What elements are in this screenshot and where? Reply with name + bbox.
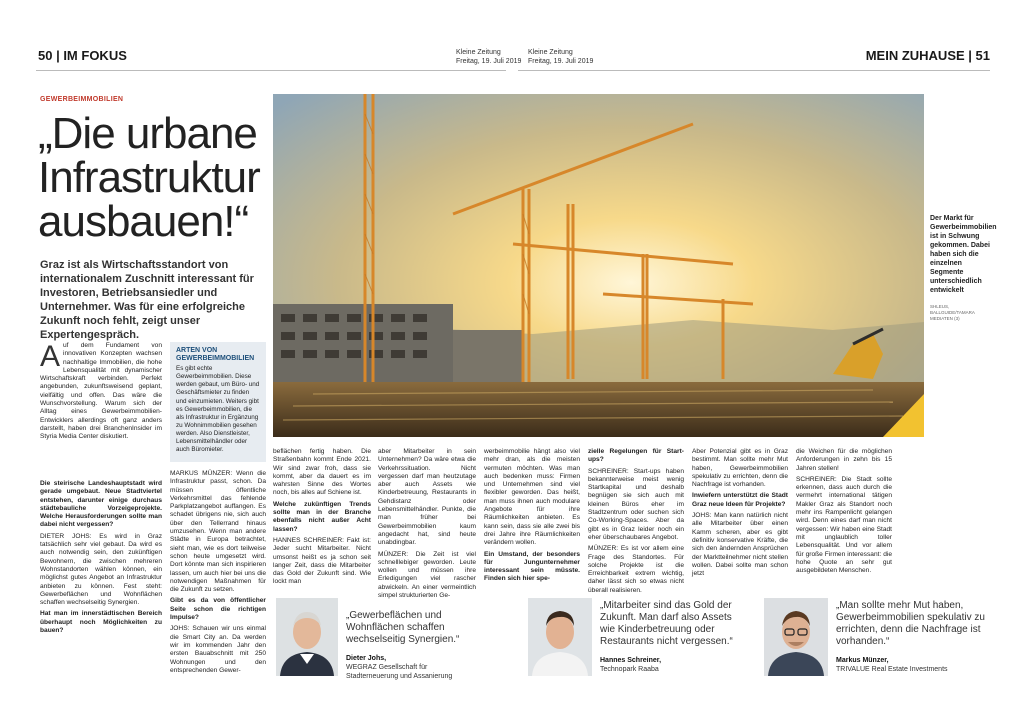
answer-text: JOHS: Man kann natürlich nicht alle Mitarbeiter über einen Kamm scheren, aber es gibt definitiv konservative Kräfte, die sich den ändernden Ansprüchen der Marktteilnehmer nicht stellen wollen. Dabei sollte man schon jetzt [692, 512, 788, 578]
page-number-left: 50 | IM FOKUS [38, 48, 127, 63]
answer-text: aber Mitarbeiter in sein Unternehmen? Da wäre etwa die Verkehrssituation. Nicht vergessen darf man heutzutage aber auch Assets wie Kinderbetreuung, Restaurants in Gehdistanz oder Lebensmittelhändler. Punkte, die man früher bei Gewerbeimmobilien kaum angedacht hat, sind heute unabdingbar. [378, 448, 476, 547]
article-column-1 [40, 342, 162, 468]
section-kicker: GEWERBEIMMOBILIEN [40, 96, 124, 103]
quote-author-role: TRIVALUE Real Estate Investments [836, 666, 948, 673]
page-number-right: MEIN ZUHAUSE | 51 [865, 48, 990, 63]
article-column-9 [796, 448, 892, 578]
article-column-4 [273, 448, 371, 586]
quote-text: „Gewerbeflächen und Wohnflächen schaffen wechselseitig Synergien.“ [346, 610, 460, 645]
article-column-3 [170, 470, 266, 695]
article-column-8 [692, 448, 788, 578]
article-column-2 [40, 480, 162, 700]
pull-quote-2 [600, 600, 740, 674]
question-text: Hat man im innerstädtischen Bereich überhaupt noch Möglichkeiten zu bauen? [40, 610, 162, 635]
question-text: Gibt es da von öffentlicher Seite schon die richtigen Impulse? [170, 597, 266, 622]
quote-author-name: Hannes Schreiner, [600, 657, 662, 664]
header-rule-right [518, 70, 990, 71]
answer-text: die Weichen für die möglichen Anforderungen in zehn bis 15 Jahren stellen! [796, 448, 892, 472]
answer-text: JOHS: Schauen wir uns einmal die Smart City an. Da werden wir im kommenden Jahr den ersten Bauabschnitt mit 250 Wohnungen und den entsprechenden Gewer- [170, 625, 266, 674]
answer-text: SCHREINER: Die Stadt sollte erkennen, dass auch durch die vermehrt international tätigen Makler Graz als Standort noch mehr ins Rampenlicht gelangen wird. Denn eines darf man nicht vergessen: Wir haben eine Stadt mit unglaublich toller Lebensqualität. Und vor allem für große Firmen interessant: die hohe Quote an sehr gut ausgebildeten Menschen. [796, 475, 892, 575]
answer-text: MÜNZER: Die Zeit ist viel schnelllebiger geworden. Leute wollen und müssen ihre Erledigungen viel rascher abwickeln. An einer vermeintlich simpel strukturierten Ge- [378, 550, 476, 600]
paper-info-left [456, 48, 521, 66]
article-column-7 [588, 448, 684, 594]
article-headline: „Die urbane Infrastruktur ausbauen!“ [38, 109, 260, 246]
paper-name-right: Kleine Zeitung [528, 49, 573, 56]
answer-text: werbeimmobilie hängt also viel mehr dran, als die meisten vermuten möchten. Was man auch bedenken muss: Firmen und Unternehmen sind viel flexibler geworden. Das heißt, man muss ihnen auch modulare Angebote für ihre Räumlichkeiten anbieten. Es kann sein, dass sie alle zwei bis drei Jahre ihre Räumlichkeiten verändern wollen. [484, 448, 580, 547]
info-box [170, 342, 266, 462]
answer-text: DIETER JOHS: Es wird in Graz tatsächlich sehr viel gebaut. Da wird es auch notwendig sein, den zukünftigen Bewohnern, die zwischen mehreren Wohnstandorten wählen können, ein möglichst gutes Angebot an Infrastruktur anbieten zu können. Fest steht: Gewerbeflächen und Wohnflächen schaffen wechselseitig Synergien. [40, 532, 162, 607]
question-text: Welche zukünftigen Trends sollte man in der Branche ebenfalls nicht außer Acht lassen? [273, 500, 371, 533]
quote-author-role: Technopark Raaba [600, 666, 659, 673]
question-text: Inwiefern unterstützt die Stadt Graz neue Ideen für Projekte? [692, 492, 788, 508]
pull-quote-3 [836, 600, 986, 674]
header-rule-left [36, 70, 506, 71]
construction-photo [273, 94, 924, 437]
portrait-markus-muenzer [764, 598, 828, 676]
photo-credit: SHLEUS, BALLGUIDE/TAMARA MEDIATEN (3) [930, 304, 975, 321]
quote-author-role: WEGRAZ Gesellschaft für Stadterneuerung und Assanierung [346, 664, 453, 680]
answer-text: Aber Potenzial gibt es in Graz bestimmt. Man sollte mehr Mut haben, Gewerbeimmobilien spekulativ zu errichten, denn die Nachfrage ist vorhanden. [692, 448, 788, 489]
paper-date-left: Freitag, 19. Juli 2019 [456, 58, 522, 65]
answer-text: HANNES SCHREINER: Fakt ist: Jeder sucht Mitarbeiter. Nicht umsonst heißt es ja schon seit langer Zeit, dass die Mitarbeiter das Gold der Zukunft sind. Wie lockt man [273, 536, 371, 586]
article-column-6 [484, 448, 580, 583]
portrait-dieter-johs [276, 598, 338, 676]
article-column-5 [378, 448, 476, 600]
portrait-hannes-schreiner [528, 598, 592, 676]
photo-caption: Der Markt für Gewerbeimmobilien ist in Schwung gekommen. Dabei haben sich die einzelnen Segmente unterschiedlich entwickelt [930, 215, 997, 294]
quote-text: „Mitarbeiter sind das Gold der Zukunft. Man darf also Assets wie Kinderbetreuung oder Restaurants nicht vergessen.“ [600, 600, 733, 647]
intro-paragraph: uf dem Fundament von innovativen Konzepten wachsen nachhaltige Immobilien, die hohe Lebensqualität mit dynamischer Wirtschaftskraft verbinden. Perfekt angebunden, zukunftsweisend geplant, vielfältig und offen. Das wäre die Wunschvorstellung. Warum sich der Alltag eines Gewerbeimmobilien-Entwicklers allerdings oft ganz anders darstellt, haben drei BranchenInsider im Styria Media Center diskutiert. [40, 342, 162, 441]
article-deck: Graz ist als Wirtschaftsstandort von internationalem Zuschnitt interessant für Investoren, Betriebsansiedler und Unternehmer. Was für eine erfolgreiche Zukunft noch fehlt, zeigt unser Expertengespräch. [40, 259, 254, 341]
info-box-text: Es gibt echte Gewerbeimmobilien. Diese werden gebaut, um Büro- und Geschäftsmieter zu finden und einzumieten. Weiters gibt es Gewerbeimmobilien, die als Infrastruktur in Ergänzung zu Wohnimmobilien gesehen werden. Also Dienstleister, Lebensmittelhändler oder auch Büromieter. [176, 365, 260, 454]
question-text: Die steirische Landeshauptstadt wird gerade umgebaut. Neue Stadtviertel entstehen, darunter einige durchaus städtebauliche Vorzeigeprojekte. Welche Herausforderungen sollte man dabei nicht vergessen? [40, 480, 162, 529]
answer-text: MARKUS MÜNZER: Wenn die Infrastruktur passt, schon. Da müssen öffentliche Verkehrsmittel das fehlende Parkplatzangebot auffangen. Es schadet übrigens nie, sich auch über den Tellerrand hinaus umzusehen. Wenn man andere Städte in Europa betrachtet, sieht man, wie es dort teilweise schon heute umgesetzt wird. Dort könnte man sich inspirieren lassen, um auch hier bei uns die notwendigen Maßnahmen für die Zukunft zu setzen. [170, 470, 266, 594]
quote-text: „Man sollte mehr Mut haben, Gewerbeimmobilien spekulativ zu errichten, denn die Nachfrage ist vorhanden.“ [836, 600, 985, 647]
paper-info-right [528, 48, 593, 66]
paper-date-right: Freitag, 19. Juli 2019 [528, 58, 594, 65]
paper-name-left: Kleine Zeitung [456, 49, 501, 56]
quote-author-name: Dieter Johs, [346, 655, 387, 662]
question-text: zielle Regelungen für Start-ups? [588, 448, 684, 464]
answer-text: MÜNZER: Es ist vor allem eine Frage des Standortes. Für solche Projekte ist die Erreichbarkeit extrem wichtig, daher lässt sich so etwas nicht überall realisieren. [588, 545, 684, 594]
drop-cap: A [40, 340, 61, 373]
answer-text: SCHREINER: Start-ups haben bekannterweise meist wenig Startkapital und deshalb begnügen sie sich auch mit kleinen Büros eher im Stadtzentrum oder suchen sich Co-Working-Spaces. Aber da gibt es in Graz leider noch ein eher überschaubares Angebot. [588, 467, 684, 541]
question-text: Ein Umstand, der besonders für Jungunternehmer interessant sein müsste. Finden sich hier spe- [484, 550, 580, 583]
info-box-title: ARTEN VON GEWERBEIMMOBILIEN [176, 347, 255, 363]
quote-author-name: Markus Münzer, [836, 657, 889, 664]
pull-quote-1 [346, 610, 476, 681]
answer-text: beflächen fertig haben. Die Straßenbahn kommt Ende 2021. Wir sind zwar froh, dass sie kommt, aber da dauert es im wahrsten Sinne des Wortes noch, bis alles auf Schiene ist. [273, 448, 371, 497]
